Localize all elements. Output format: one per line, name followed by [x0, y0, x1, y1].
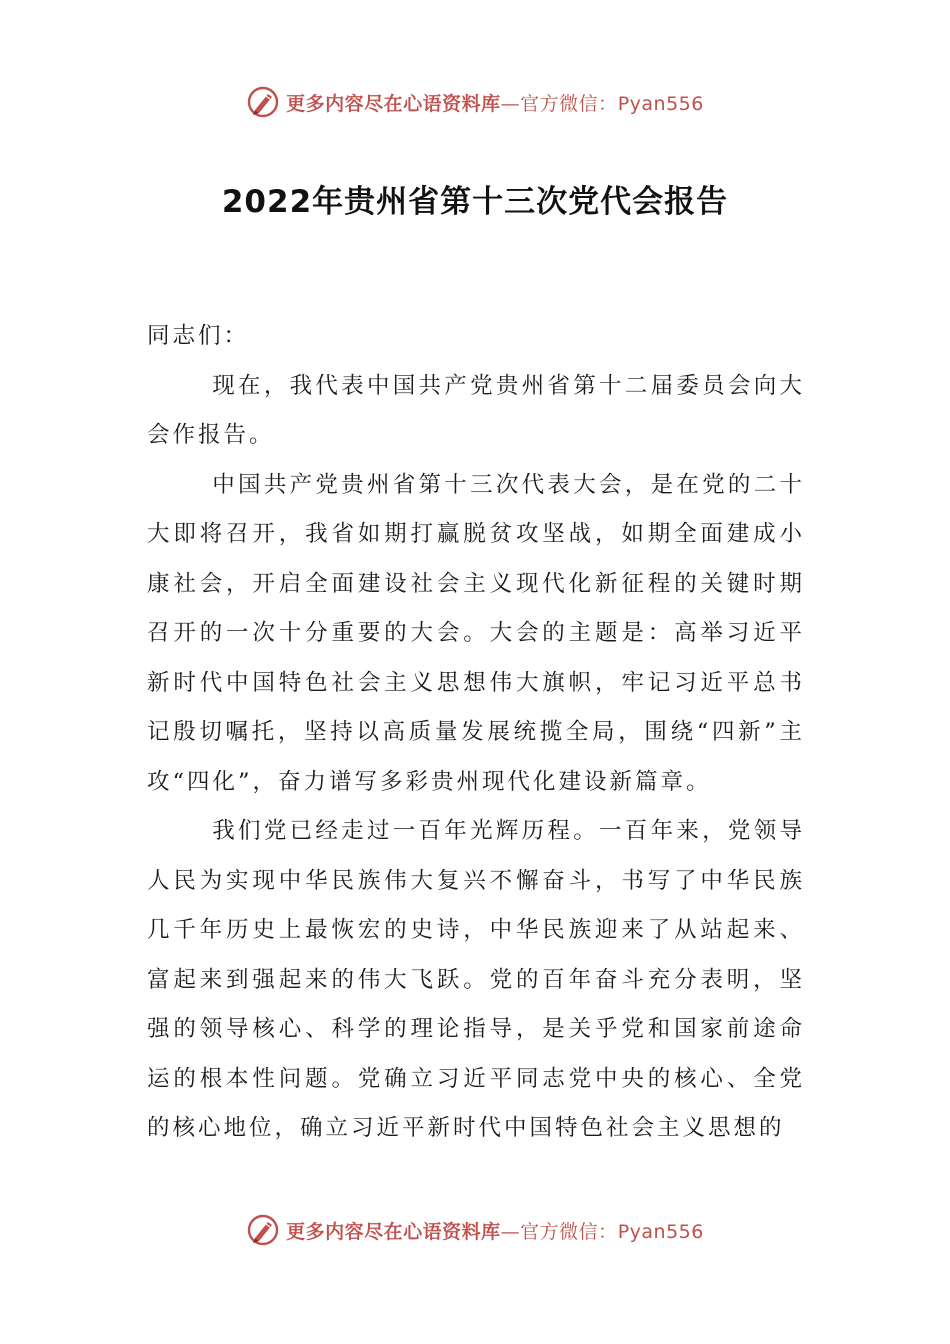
header-banner — [0, 82, 950, 122]
footer-banner-part1: 更多内容尽在心语资料库 — [286, 1220, 501, 1243]
footer-banner-wechat: Pyan556 — [617, 1220, 704, 1243]
document-body — [147, 312, 805, 1154]
header-banner-separator: — — [500, 92, 521, 115]
footer-banner-part2: 官方微信： — [520, 1220, 618, 1243]
paragraph: 现在，我代表中国共产党贵州省第十二届委员会向大会作报告。 — [147, 372, 805, 448]
header-banner-part1: 更多内容尽在心语资料库 — [286, 92, 501, 115]
paragraph: 中国共产党贵州省第十三次代表大会，是在党的二十大即将召开，我省如期打赢脱贫攻坚战，如期全面建成小康社会，开启全面建设社会主义现代化新征程的关键时期召开的一次十分重要的大会。大会的主题是：高举习近平新时代中国特色社会主义思想伟大旗帜，牢记习近平总书记殷切嘱托，坚持以高质量发展统揽全局，围绕“四新”主攻“四化”，奋力谱写多彩贵州现代化建设新篇章。 — [147, 471, 805, 795]
pen-logo-icon — [246, 1213, 280, 1247]
header-banner-part2: 官方微信： — [520, 92, 618, 115]
footer-banner-separator: — — [500, 1220, 521, 1243]
document-title: 2022年贵州省第十三次党代会报告 — [221, 184, 729, 220]
header-banner-text — [286, 89, 704, 116]
salutation: 同志们： — [147, 323, 250, 349]
header-banner-wechat: Pyan556 — [617, 92, 704, 115]
pen-logo-icon — [246, 85, 280, 119]
footer-banner — [0, 1210, 950, 1250]
paragraph: 我们党已经走过一百年光辉历程。一百年来，党领导人民为实现中华民族伟大复兴不懈奋斗，书写了中华民族几千年历史上最恢宏的史诗，中华民族迎来了从站起来、富起来到强起来的伟大飞跃。党的百年奋斗充分表明，坚强的领导核心、科学的理论指导，是关乎党和国家前途命运的根本性问题。党确立习近平同志党中央的核心、全党的核心地位，确立习近平新时代中国特色社会主义思想的 — [147, 818, 805, 1141]
footer-banner-text — [286, 1217, 704, 1244]
